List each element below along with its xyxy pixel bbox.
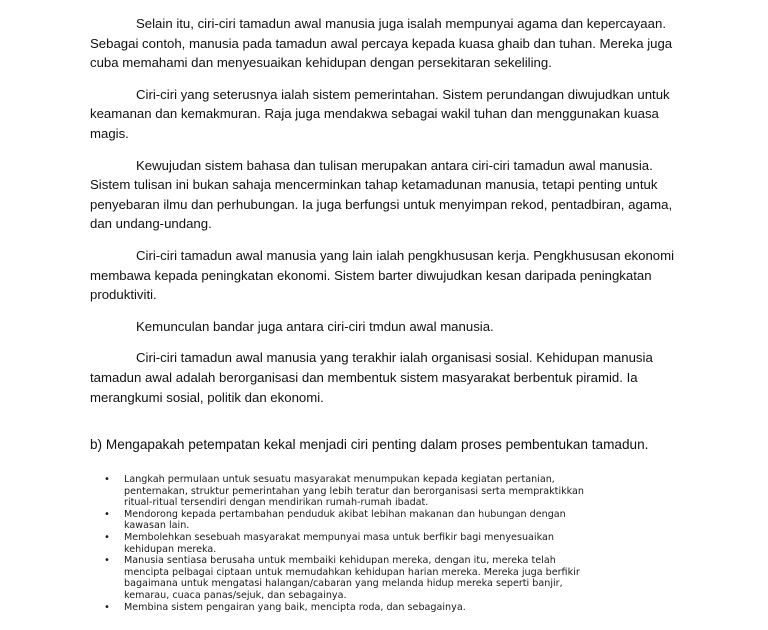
answer-bullet-list	[104, 474, 584, 613]
essay-paragraph-specialisation: Ciri-ciri tamadun awal manusia yang lain ialah pengkhususan kerja. Pengkhususan ekonomi membawa kepada peningkatan ekonomi. Sistem barter diwujudkan kesan daripada peningkatan produktiviti.	[90, 247, 675, 303]
list-item	[104, 532, 584, 555]
list-item	[104, 555, 584, 601]
list-item	[104, 509, 584, 532]
list-item-text: Langkah permulaan untuk sesuatu masyarakat menumpukan kepada kegiatan pertanian, penternakan, struktur pemerintahan yang lebih teratur dan berorganisasi serta mempraktikkan ritual-ritual tersendiri dengan mendirikan rumah-rumah ibadat.	[124, 474, 585, 509]
list-item-text: Mendorong kepada pertambahan penduduk akibat lebihan makanan dan hubungan dengan kawasan lain.	[124, 508, 566, 532]
list-item	[104, 602, 584, 614]
list-item-text: Manusia sentiasa berusaha untuk membaiki kehidupan mereka, dengan itu, mereka telah mencipta pelbagai ciptaan untuk memudahkan kehidupan harian mereka. Mereka juga berfikir bagaimana untuk mengatasi halangan/cabaran yang melanda hidup mereka seperti banjir, kemarau, cuaca panas/sejuk, dan sebagainya.	[124, 555, 580, 601]
list-item-text: Membolehkan sesebuah masyarakat mempunyai masa untuk berfikir bagi menyesuaikan kehidupan mereka.	[124, 531, 554, 555]
bullet-icon: •	[104, 531, 110, 543]
essay-paragraph-writing: Kewujudan sistem bahasa dan tulisan merupakan antara ciri-ciri tamadun awal manusia. Sistem tulisan ini bukan sahaja mencerminkan tahap ketamadunan manusia, tetapi penting untuk penyebaran ilmu dan perhubungan. Ia juga berfungsi untuk menyimpan rekod, pentadbiran, agama, dan undang-undang.	[90, 157, 673, 232]
question-heading: b) Mengapakah petempatan kekal menjadi ciri penting dalam proses pembentukan tamadun.	[90, 437, 649, 452]
bullet-icon: •	[104, 555, 110, 567]
essay-paragraph-government: Ciri-ciri yang seterusnya ialah sistem pemerintahan. Sistem perundangan diwujudkan untuk keamanan dan kemakmuran. Raja juga mendakwa sebagai wakil tuhan dan menggunakan kuasa magis.	[90, 86, 670, 141]
essay-paragraph-social-organisation: Ciri-ciri tamadun awal manusia yang terakhir ialah organisasi sosial. Kehidupan manusia tamadun awal adalah berorganisasi dan membentuk sistem masyarakat berbentuk piramid. Ia merangkumi sosial, politik dan ekonomi.	[90, 350, 653, 405]
essay-paragraph-cities: Kemunculan bandar juga antara ciri-ciri tmdun awal manusia.	[136, 318, 494, 334]
essay-paragraph-religion: Selain itu, ciri-ciri tamadun awal manusia juga isalah mempunyai agama dan kepercayaan. Sebagai contoh, manusia pada tamadun awal percaya kepada kuasa ghaib dan tuhan. Mereka juga cuba memahami dan menyesuaikan kehidupan dengan persekitaran sekeliling.	[90, 16, 673, 71]
list-item	[104, 474, 584, 509]
bullet-icon: •	[104, 508, 110, 520]
essay-body	[90, 14, 680, 419]
bullet-icon: •	[104, 601, 110, 613]
bullet-icon: •	[104, 474, 110, 485]
list-item-text: Membina sistem pengairan yang baik, mencipta roda, dan sebagainya.	[124, 601, 466, 613]
